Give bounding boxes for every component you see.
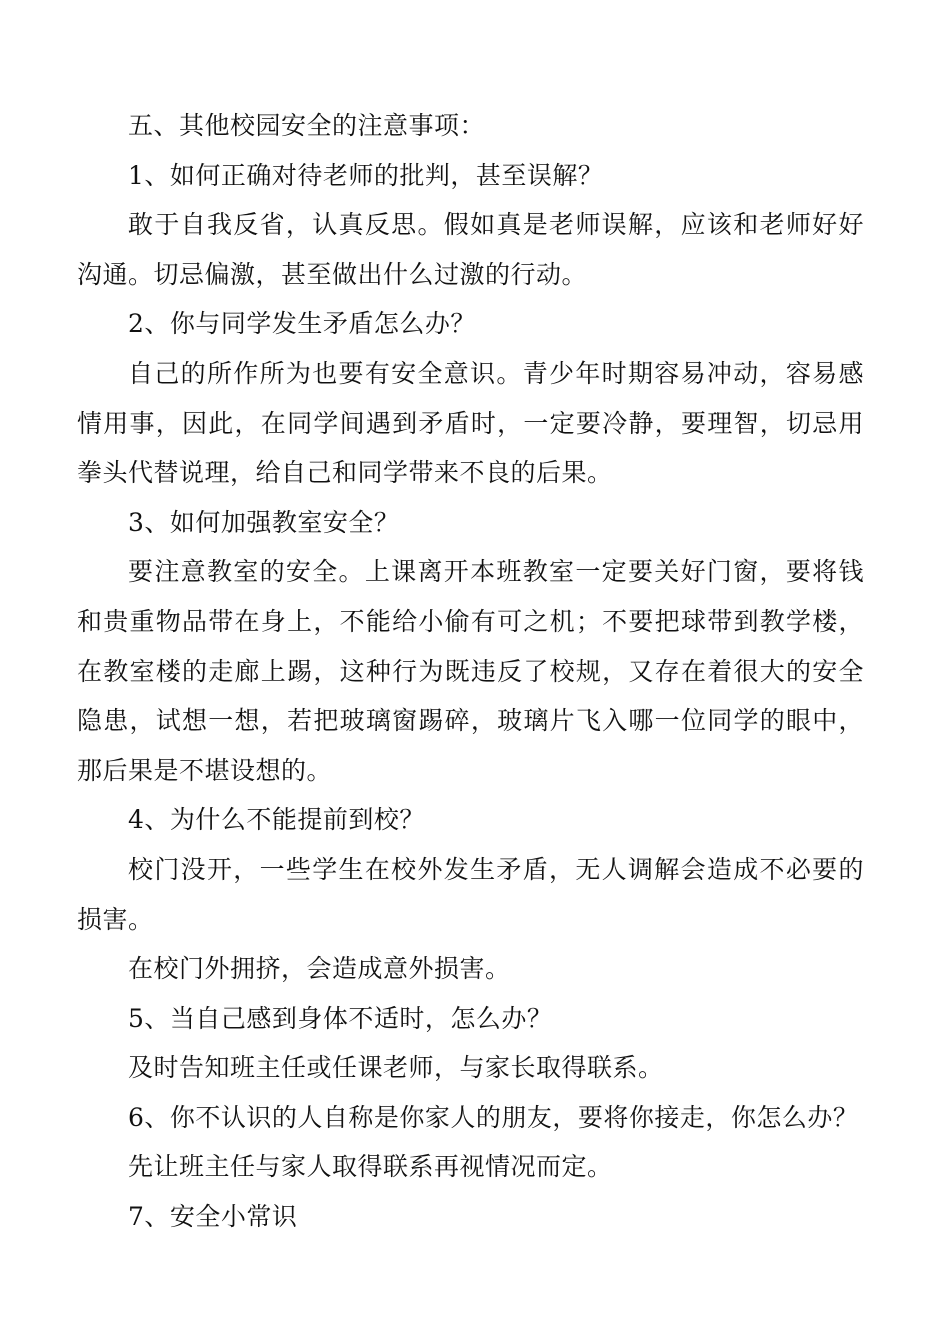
question-3: 3、如何加强教室安全？ [128,507,400,537]
answer-3: 要注意教室的安全。上课离开本班教室一定要关好门窗，要将钱和贵重物品带在身上，不能给小偷有可之机；不要把球带到教学楼，在教室楼的走廊上踢，这种行为既违反了校规，又存在着很大的安全隐患，试想一想，若把玻璃窗踢碎，玻璃片飞入哪一位同学的眼中，那后果是不堪设想的。 [77,557,864,785]
answer-6: 先让班主任与家人取得联系再视情况而定。 [128,1152,613,1182]
question-6: 6、你不认识的人自称是你家人的朋友，要将你接走，你怎么办？ [128,1102,859,1132]
answer-4a: 校门没开，一些学生在校外发生矛盾，无人调解会造成不必要的损害。 [77,854,864,934]
question-4: 4、为什么不能提前到校？ [128,805,425,835]
answer-2: 自己的所作所为也要有安全意识。青少年时期容易冲动，容易感情用事，因此，在同学间遇到矛盾时，一定要冷静，要理智，切忌用拳头代替说理，给自己和同学带来不良的后果。 [77,358,864,488]
question-7: 7、安全小常识 [128,1202,298,1232]
question-2: 2、你与同学发生矛盾怎么办？ [128,309,476,339]
answer-4b: 在校门外拥挤，会造成意外损害。 [128,954,511,984]
answer-5: 及时告知班主任或任课老师，与家长取得联系。 [128,1053,664,1083]
question-5: 5、当自己感到身体不适时，怎么办？ [128,1003,553,1033]
answer-1: 敢于自我反省，认真反思。假如真是老师误解，应该和老师好好沟通。切忌偏激，甚至做出什么过激的行动。 [77,210,864,289]
question-1: 1、如何正确对待老师的批判，甚至误解？ [128,160,604,190]
section-heading: 五、其他校园安全的注意事项： [128,111,486,140]
document-body [77,101,864,1242]
